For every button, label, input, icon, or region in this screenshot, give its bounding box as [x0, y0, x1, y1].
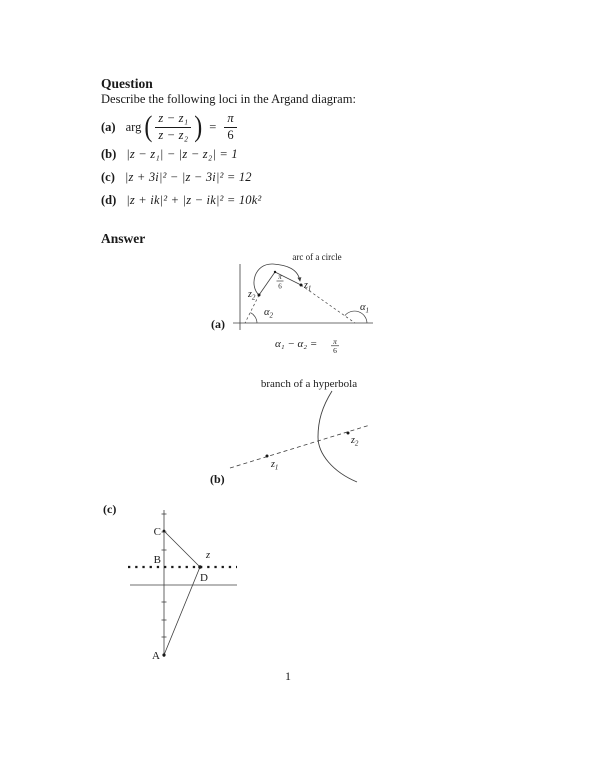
fraction-denominator: z − z₂	[158, 127, 189, 142]
hyperbola-annotation: branch of a hyperbola	[260, 378, 358, 390]
point-B-label: B	[153, 554, 161, 566]
z2-label: $z_2$	[248, 289, 256, 302]
z1-point-dot	[266, 455, 269, 458]
part-c-label: (c)	[101, 170, 115, 184]
diagram-c-label: (c)	[103, 502, 117, 516]
fraction-rhs	[224, 111, 236, 143]
point-C-dot	[163, 530, 166, 533]
arg-function: arg	[125, 119, 142, 134]
formula-part-c	[101, 170, 252, 185]
left-paren: (	[144, 110, 153, 144]
part-b-label: (b)	[101, 147, 117, 161]
part-c-formula: |z + 3i|² − |z − 3i|² = 12	[124, 170, 252, 184]
question-intro: Describe the following loci in the Argand diagram:	[101, 92, 356, 106]
alpha1-label: $\alpha_1$	[360, 302, 370, 315]
z2-point-dot	[347, 432, 350, 435]
argand-diagram-a	[205, 250, 395, 353]
angle-arc-alpha2	[250, 313, 257, 323]
point-A-label: A	[152, 650, 160, 662]
arc-annotation: arc of a circle	[292, 252, 342, 262]
point-z-label: z	[206, 550, 211, 561]
z2-label: $z_2$	[351, 435, 359, 448]
z2-point-dot	[258, 294, 261, 297]
part-d-label: (d)	[101, 193, 117, 207]
point-C-label: C	[153, 526, 161, 538]
question-heading: Question	[101, 76, 153, 91]
caption-fraction-denominator: 6	[333, 346, 337, 353]
diagram-a-label: (a)	[211, 317, 225, 331]
part-a-label: (a)	[101, 119, 116, 134]
point-z-dot	[198, 565, 202, 569]
caption-fraction-numerator: π	[333, 337, 337, 346]
z1-label: $z_1$	[271, 459, 279, 472]
chord-to-z2	[259, 272, 275, 295]
formula-part-a	[101, 110, 239, 144]
fraction-numerator: π	[224, 111, 236, 128]
z1-label: $z_1$	[304, 280, 312, 293]
arc-of-circle-curve	[254, 264, 300, 295]
part-d-formula: |z + ik|² + |z − ik|² = 10k²	[126, 193, 262, 207]
diagram-b-label: (b)	[210, 472, 225, 486]
right-paren: )	[194, 110, 203, 144]
equals-sign: =	[209, 119, 217, 134]
fraction-numerator: z − z₁	[155, 111, 191, 128]
fraction-denominator: 6	[227, 127, 234, 142]
point-A-dot	[162, 653, 165, 656]
line-z-to-A	[164, 567, 200, 655]
fraction-lhs	[155, 111, 191, 143]
argand-diagram-c	[100, 500, 250, 668]
diagram-a-caption: α₁ − α₂ =	[275, 338, 318, 350]
page-number: 1	[285, 669, 291, 683]
point-D-label: D	[200, 572, 208, 584]
argand-diagram-b	[205, 375, 390, 492]
z1-point-dot	[300, 284, 303, 287]
dashed-line-through-foci	[230, 425, 370, 468]
answer-heading: Answer	[101, 231, 146, 246]
formula-part-b	[101, 147, 238, 162]
vertex-angle-numerator: π	[278, 273, 282, 281]
vertex-angle-denominator: 6	[278, 282, 282, 291]
line-C-to-z	[164, 531, 200, 567]
formula-part-d	[101, 193, 261, 208]
part-b-formula: |z − z₁| − |z − z₂| = 1	[126, 147, 238, 161]
alpha2-label: $\alpha_2$	[264, 307, 274, 320]
generic-point-dot	[274, 271, 276, 273]
